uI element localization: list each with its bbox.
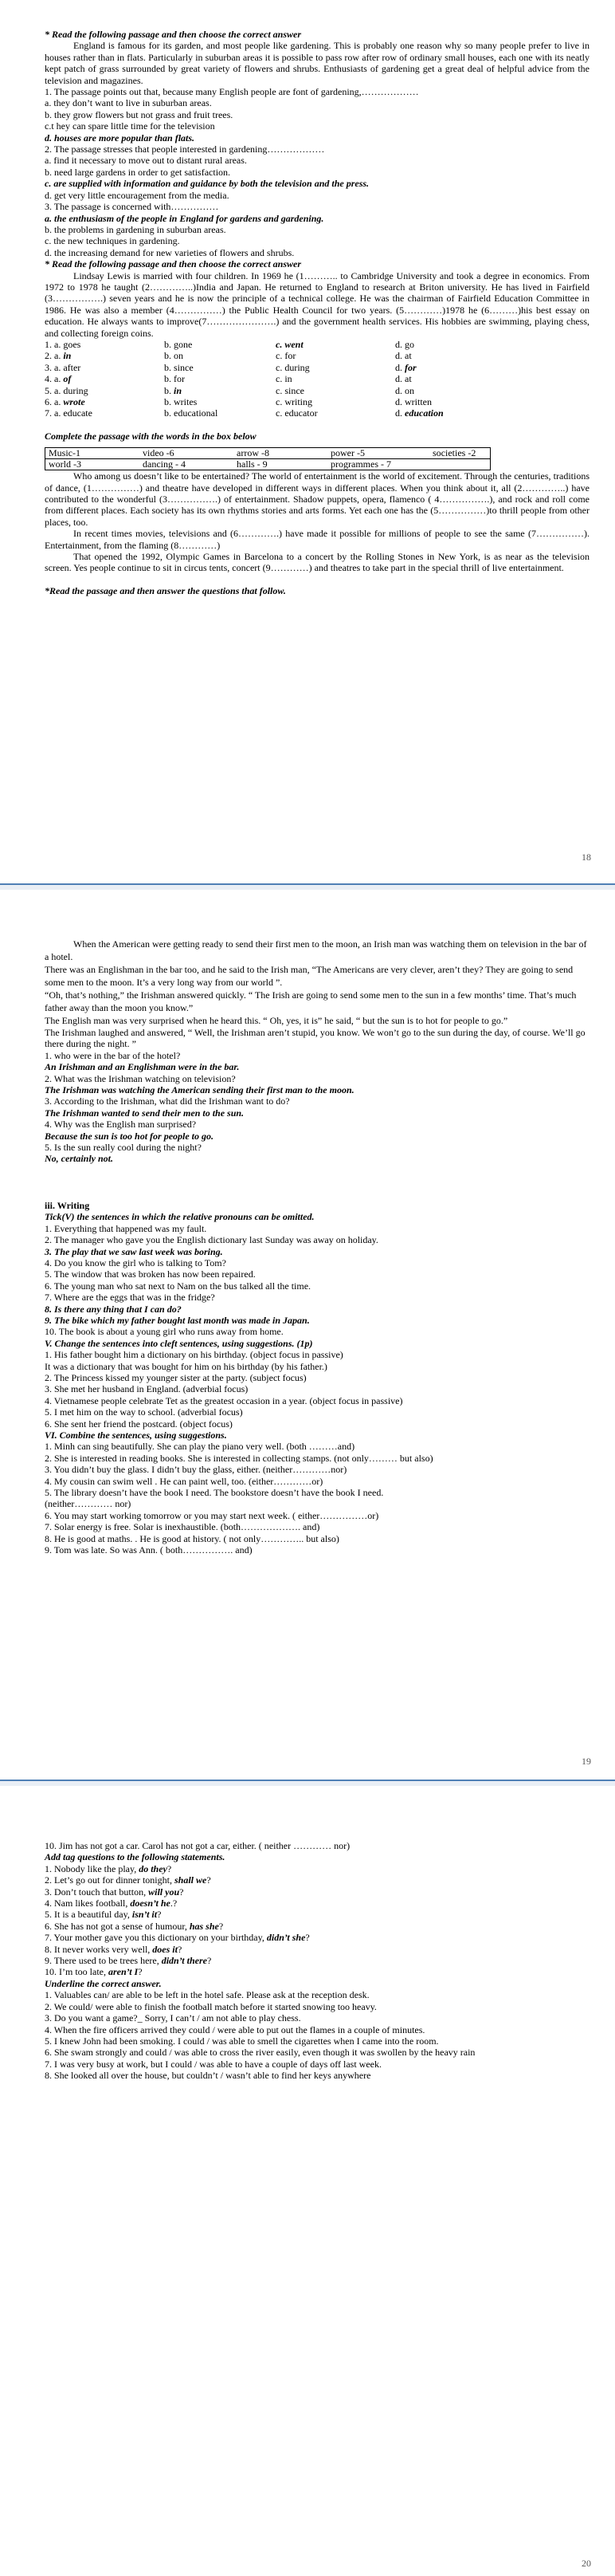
option-1a: a. they don’t want to live in suburban areas. (45, 97, 212, 109)
cleft-item: 1. His father bought him a dictionary on his birthday. (object focus in passive) (45, 1349, 343, 1361)
page-18 (0, 0, 615, 871)
cleft-item: 6. She sent her friend the postcard. (object focus) (45, 1418, 233, 1430)
combine-item: 10. Jim has not got a car. Carol has not got a car, either. ( neither ………… nor) (45, 1840, 351, 1851)
tick-item: 1. Everything that happened was my fault. (45, 1222, 207, 1234)
question-1: 1. The passage points out that, because many English people are font of gardening,……………… (45, 86, 419, 98)
page-number: 20 (582, 2558, 591, 2569)
question-heading: * Read the following passage and then choose the correct answer (45, 29, 302, 40)
passage-entertainment-3: That opened the 1992, Olympic Games in Barcelona to a concert by the Rolling Stones in New York, is as near as the television screen. Yes people continue to sit in circus tents, concert (9…………) and theatres to take part in the special thrill of live entertainment. (45, 551, 590, 574)
tag-item: 1. Nobody like the play, do they? (45, 1862, 172, 1874)
options-row (45, 373, 590, 384)
story-paragraph: “Oh, that’s nothing,” the Irishman answered quickly. “ The Irish are going to send some men to the sun in a few months’ time. That’s much father away than the moon you know.” (45, 989, 577, 1013)
underline-item: 7. I was very busy at work, but I could / was able to have a couple of days off last week. (45, 2058, 382, 2070)
tick-item: 6. The young man who sat next to Nam on the bus talked all the time. (45, 1280, 311, 1292)
tag-item: 2. Let’s go out for dinner tonight, shall we? (45, 1874, 211, 1886)
combine-item: (neither………… nor) (45, 1498, 131, 1510)
opt-cell: b. gone (164, 338, 193, 350)
tick-heading: Tick(V) the sentences in which the relative pronouns can be omitted. (45, 1211, 315, 1223)
word-box-cell: Music-1 (45, 448, 140, 459)
opt-cell: b. on (164, 350, 183, 362)
cleft-item: 4. Vietnamese people celebrate Tet as the greatest occasion in a year. (object focus in passive) (45, 1394, 403, 1406)
word-box-cell: halls - 9 (233, 459, 327, 470)
tag-item: 9. There used to be trees here, didn’t there? (45, 1955, 212, 1967)
story-answer: The Irishman was watching the American sending their first man to the moon. (45, 1084, 355, 1096)
tag-item: 7. Your mother gave you this dictionary on your birthday, didn’t she? (45, 1932, 310, 1944)
word-box-cell: societies -2 (429, 448, 491, 459)
option-1c: c.t hey can spare little time for the television (45, 120, 215, 132)
option-3b: b. the problems in gardening in suburban areas. (45, 223, 226, 235)
opt-cell: c. since (276, 384, 304, 396)
option-3a: a. the enthusiasm of the people in England for gardens and gardening. (45, 212, 324, 224)
combine-item: 2. She is interested in reading books. She is interested in collecting stamps. (not only……… but also) (45, 1452, 433, 1464)
underline-item: 4. When the fire officers arrived they could / were able to put out the flames in a couple of minutes. (45, 2023, 425, 2035)
question-3: 3. The passage is concerned with…………… (45, 201, 219, 213)
story-question: 2. What was the Irishman watching on television? (45, 1072, 236, 1084)
combine-item: 4. My cousin can swim well . He can paint well, too. (either…………or) (45, 1475, 323, 1487)
tick-item: 9. The bike which my father bought last month was made in Japan. (45, 1314, 310, 1326)
combine-heading: VI. Combine the sentences, using suggestions. (45, 1430, 227, 1441)
underline-item: 6. She swam strongly and could / was able to cross the river easily, even though it was swollen by the heavy rain (45, 2047, 476, 2059)
opt-cell: c. writing (276, 396, 312, 407)
opt-cell: 5. a. during (45, 384, 88, 396)
opt-cell: b. in (164, 384, 182, 396)
opt-cell: b. writes (164, 396, 198, 407)
word-box-cell: power -5 (327, 448, 429, 459)
tag-heading: Add tag questions to the following statements. (45, 1851, 225, 1863)
story-question: 4. Why was the English man surprised? (45, 1119, 197, 1131)
story-question: 1. who were in the bar of the hotel? (45, 1049, 181, 1061)
opt-cell: c. educator (276, 407, 318, 419)
option-2a: a. find it necessary to move out to distant rural areas. (45, 155, 247, 167)
opt-cell: b. educational (164, 407, 218, 419)
story-question: 5. Is the sun really cool during the night? (45, 1142, 202, 1154)
page-19 (0, 890, 615, 1775)
word-box-cell: arrow -8 (233, 448, 327, 459)
story-answer: Because the sun is too hot for people to go. (45, 1130, 214, 1142)
combine-item: 6. You may start working tomorrow or you may start next week. ( either……………or) (45, 1509, 379, 1521)
story-answer: An Irishman and an Englishman were in the bar. (45, 1061, 240, 1073)
cleft-answer: It was a dictionary that was bought for him on his birthday (by his father.) (45, 1360, 327, 1372)
options-row (45, 350, 590, 361)
underline-item: 3. Do you want a game?_ Sorry, I can’t / am not able to play chess. (45, 2012, 301, 2024)
opt-cell: d. at (395, 350, 412, 362)
opt-cell: d. for (395, 361, 417, 373)
opt-cell: c. went (276, 338, 304, 350)
opt-cell: b. since (164, 361, 194, 373)
underline-heading: Underline the correct answer. (45, 1977, 162, 1989)
word-box-cell: dancing - 4 (139, 459, 233, 470)
complete-heading: Complete the passage with the words in the box below (45, 430, 257, 442)
tag-item: 8. It never works very well, does it? (45, 1943, 182, 1955)
combine-item: 9. Tom was late. So was Ann. ( both……………. and) (45, 1544, 253, 1556)
combine-item: 1. Minh can sing beautifully. She can play the piano very well. (both ………and) (45, 1441, 355, 1453)
opt-cell: c. in (276, 373, 292, 385)
tick-item: 5. The window that was broken has now been repaired. (45, 1268, 256, 1280)
underline-item: 1. Valuables can/ are able to be left in the hotel safe. Please ask at the reception desk. (45, 1989, 370, 2001)
page-19-content (45, 938, 590, 1555)
options-table (45, 339, 590, 419)
underline-item: 5. I knew John had been smoking. I could / was able to smell the cigarettes when I came into the room. (45, 2035, 439, 2047)
underline-item: 2. We could/ were able to finish the football match before it started snowing too heavy. (45, 2000, 377, 2012)
question-2: 2. The passage stresses that people interested in gardening……………… (45, 144, 325, 155)
opt-cell: 4. a. of (45, 373, 72, 385)
opt-cell: 6. a. wrote (45, 396, 85, 407)
word-box-cell: world -3 (45, 459, 140, 470)
page-20-content (45, 1840, 590, 2082)
passage-entertainment-2: In recent times movies, televisions and (6………….) have made it possible for millions of people to see the same (7……………). Entertainment, from the flaming (8…………) (45, 528, 590, 551)
story-paragraph: The English man was very surprised when he heard this. “ Oh, yes, it is” he said, “ but the sun is to hot for people to go.” (45, 1015, 508, 1026)
tick-item: 8. Is there any thing that I can do? (45, 1303, 182, 1315)
word-box-cell (429, 459, 491, 470)
options-row (45, 407, 590, 419)
story-question: 3. According to the Irishman, what did the Irishman want to do? (45, 1095, 290, 1107)
combine-item: 7. Solar energy is free. Solar is inexhaustible. (both………………. and) (45, 1521, 320, 1533)
page-20 (0, 1786, 615, 2576)
tag-item: 4. Nam likes football, doesn’t he.? (45, 1898, 178, 1909)
cleft-item: 2. The Princess kissed my younger sister at the party. (subject focus) (45, 1371, 307, 1383)
combine-item: 5. The library doesn’t have the book I need. The bookstore doesn’t have the book I need. (45, 1487, 384, 1499)
page-18-content (45, 29, 590, 596)
underline-item: 8. She looked all over the house, but couldn’t / wasn’t able to find her keys anywhere (45, 2070, 371, 2082)
page-number: 18 (582, 851, 591, 863)
passage-entertainment: Who among us doesn’t like to be entertained? The world of entertainment is the world of excitement. Through the centuries, traditions of dance, (1……………) and theatre have developed in different ways in different places. When you think about it, all (2…………..) have contributed to the wonderful (3…………….) of entertainment. Shadow puppets, opera, flamenco ( 4…………….), and rock and roll come from different places. Each society has its own rhythms stories and arts forms. Yet each one has the (5……………)to thrill people from other places, too. (45, 470, 590, 528)
option-2c: c. are supplied with information and guidance by both the television and the press. (45, 178, 370, 190)
cleft-heading: V. Change the sentences into cleft sentences, using suggestions. (1p) (45, 1337, 313, 1349)
tick-item: 10. The book is about a young girl who runs away from home. (45, 1326, 284, 1338)
opt-cell: d. education (395, 407, 444, 419)
options-row (45, 385, 590, 396)
word-box (45, 447, 491, 470)
tick-item: 7. Where are the eggs that was in the fridge? (45, 1292, 215, 1304)
question-heading-2: * Read the following passage and then choose the correct answer (45, 258, 302, 270)
opt-cell: b. for (164, 373, 185, 385)
combine-item: 3. You didn’t buy the glass. I didn’t buy the glass, either. (neither…………nor) (45, 1464, 347, 1476)
option-1b: b. they grow flowers but not grass and fruit trees. (45, 108, 233, 120)
cleft-item: 3. She met her husband in England. (adverbial focus) (45, 1383, 249, 1395)
page-number: 19 (582, 1756, 591, 1767)
cleft-item: 5. I met him on the way to school. (adverbial focus) (45, 1406, 243, 1418)
tick-item: 4. Do you know the girl who is talking to Tom? (45, 1257, 226, 1268)
option-1d: d. houses are more popular than flats. (45, 132, 195, 144)
opt-cell: d. written (395, 396, 432, 407)
opt-cell: 2. a. in (45, 350, 72, 362)
opt-cell: c. during (276, 361, 310, 373)
final-heading: *Read the passage and then answer the questions that follow. (45, 584, 286, 596)
story-answer: No, certainly not. (45, 1153, 113, 1165)
opt-cell: d. go (395, 338, 414, 350)
passage-lindsay: Lindsay Lewis is married with four children. In 1969 he (1……….. to Cambridge University and took a degree in economics. From 1972 to 1978 he taught (2…………..)India and Japan. He returned to England to research at Briton university. He has lived in Fairfield (3…………….) seven years and he is now the principle of a technical college. He was the chairman of Fairfield Education Committee in 1986. He was also a member (4……………) the Public Health Council for two years. (5…………)1978 he (6………)his best essay on education. He always wants to improve(7………………….) and the government health services. His hobbies are swimming, playing chess, and collecting foreign coins. (45, 269, 590, 339)
combine-item: 8. He is good at maths. . He is good at history. ( not only………….. but also) (45, 1532, 339, 1544)
option-3d: d. the increasing demand for new varieties of flowers and shrubs. (45, 246, 295, 258)
story-paragraph: When the American were getting ready to send their first men to the moon, an Irish man was watching them on television in the bar of a hotel. (45, 938, 587, 962)
word-box-cell: video -6 (139, 448, 233, 459)
passage-gardening: England is famous for its garden, and most people like gardening. This is probably one reason why so many people prefer to live in houses rather than in flats. Particularly in suburban areas it is possible to pass row after row of ordinary small houses, each one with its neatly kept patch of grass surrounded by great variety of flowers and shrubs. Enthusiasts of gardening get a great deal of helpful advice from the television and magazines. (45, 40, 590, 86)
opt-cell: 1. a. goes (45, 338, 81, 350)
options-row (45, 362, 590, 373)
word-box-row (45, 459, 491, 470)
option-3c: c. the new techniques in gardening. (45, 235, 180, 247)
word-box-row (45, 448, 491, 459)
options-row (45, 396, 590, 407)
writing-heading: iii. Writing (45, 1199, 90, 1211)
tag-item: 6. She has not got a sense of humour, has she? (45, 1920, 224, 1932)
options-row (45, 339, 590, 350)
story-paragraph: There was an Englishman in the bar too, and he said to the Irish man, “The Americans are very clever, aren’t they? They are going to send some men to the moon. It’s a very long way from our world ”. (45, 964, 574, 988)
opt-cell: d. on (395, 384, 414, 396)
tag-item: 10. I’m too late, aren’t I? (45, 1966, 143, 1978)
option-2b: b. need large gardens in order to get satisfaction. (45, 166, 231, 178)
story-answer: The Irishman wanted to send their men to the sun. (45, 1107, 245, 1119)
tick-item: 2. The manager who gave you the English dictionary last Sunday was away on holiday. (45, 1234, 378, 1246)
word-box-cell: programmes - 7 (327, 459, 429, 470)
tag-item: 3. Don’t touch that button, will you? (45, 1886, 184, 1898)
opt-cell: 3. a. after (45, 361, 81, 373)
opt-cell: 7. a. educate (45, 407, 92, 419)
tag-item: 5. It is a beautiful day, isn’t it? (45, 1909, 162, 1921)
tick-item: 3. The play that we saw last week was boring. (45, 1245, 223, 1257)
option-2d: d. get very little encouragement from the media. (45, 189, 229, 201)
story-paragraph: The Irishman laughed and answered, “ Well, the Irishman aren’t stupid, you know. We won’t go to the sun during the day, of course. We’ll go there during the night. ” (45, 1027, 586, 1050)
opt-cell: d. at (395, 373, 412, 385)
opt-cell: c. for (276, 350, 296, 362)
